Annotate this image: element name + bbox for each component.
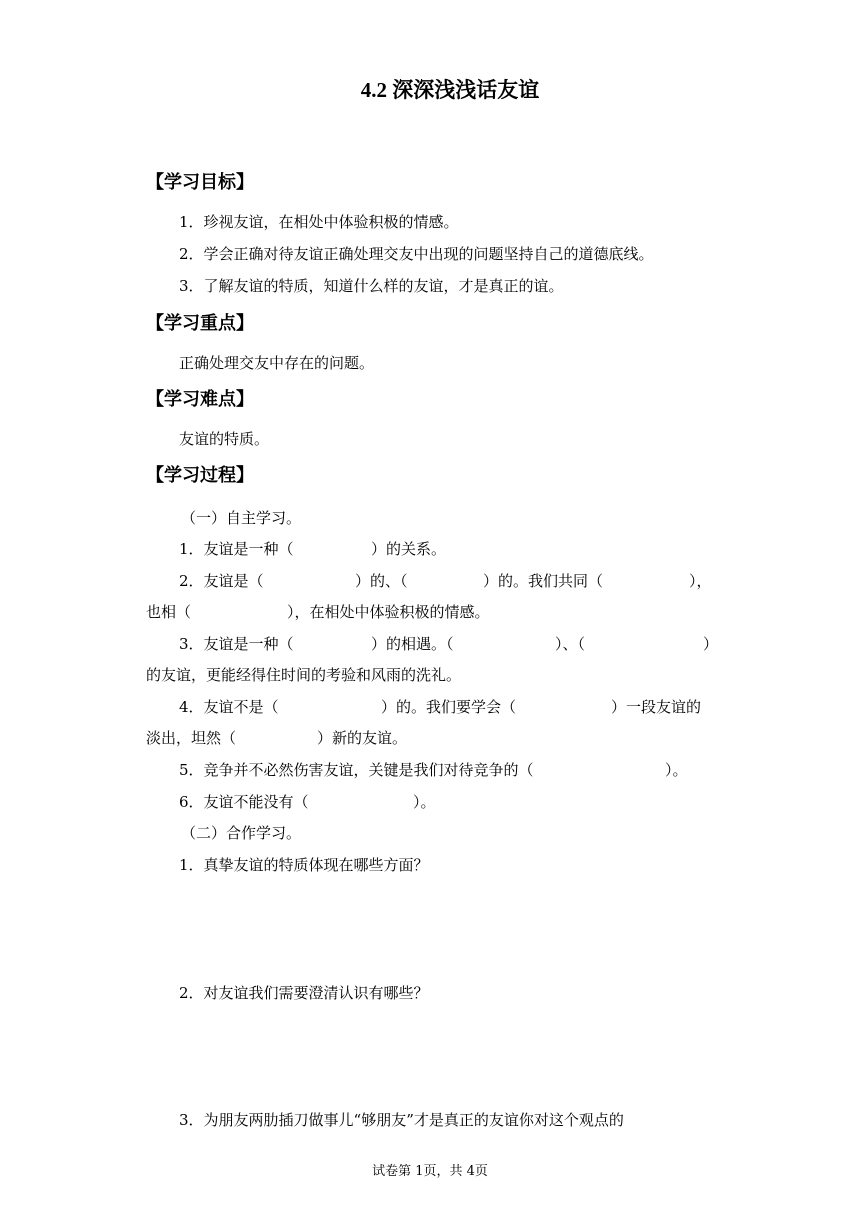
self-study-q3-part: ）、（ — [555, 635, 586, 653]
coop-study-heading: （二）合作学习。 — [181, 824, 302, 842]
self-study-q4-part: ）新的友谊。 — [317, 729, 408, 747]
key-point-text: 正确处理交友中存在的问题。 — [179, 354, 375, 372]
self-study-q4-part: 淡出，坦然（ — [146, 729, 237, 747]
self-study-q5-part: ）。 — [665, 761, 688, 779]
coop-question: 1．真挚友谊的特质体现在哪些方面？ — [179, 856, 429, 874]
self-study-q3-part: 3．友谊是一种（ — [179, 635, 294, 653]
self-study-q3-part: ）的相遇。（ — [371, 635, 454, 653]
self-study-q2-part: ）的、（ — [355, 572, 408, 590]
self-study-q6-part: 6．友谊不能没有（ — [179, 793, 309, 811]
self-study-q4-part: ）的。我们要学会（ — [381, 698, 517, 716]
self-study-q3-part: 的友谊，更能经得住时间的考验和风雨的洗礼。 — [146, 666, 462, 684]
section-heading-key: 【学习重点】 — [146, 313, 254, 334]
section-heading-difficulty: 【学习难点】 — [146, 389, 254, 410]
self-study-q2-part: ）的。我们共同（ — [483, 572, 604, 590]
self-study-q4-part: 4．友谊不是（ — [179, 698, 279, 716]
self-study-q2-part: 也相（ — [146, 603, 192, 621]
self-study-heading: （一）自主学习。 — [181, 509, 302, 527]
coop-question: 2．对友谊我们需要澄清认识有哪些？ — [179, 984, 429, 1002]
self-study-q1-part: ）的关系。 — [371, 540, 447, 558]
self-study-q2-part: ）， — [689, 572, 712, 590]
self-study-q1-part: 1．友谊是一种（ — [179, 540, 294, 558]
goal-item: 3．了解友谊的特质，知道什么样的友谊，才是真正的谊。 — [179, 277, 564, 295]
self-study-q2-part: ），在相处中体验积极的情感。 — [287, 603, 490, 621]
coop-question: 3．为朋友两肋插刀做事儿“够朋友”才是真正的友谊你对这个观点的 — [179, 1111, 624, 1129]
self-study-q4-part: ）一段友谊的 — [611, 698, 702, 716]
self-study-q2-part: 2．友谊是（ — [179, 572, 264, 590]
goal-item: 1．珍视友谊，在相处中体验积极的情感。 — [179, 213, 459, 231]
page-footer: 试卷第 1页，共 4页 — [372, 1164, 488, 1179]
goal-item: 2．学会正确对待友谊正确处理交友中出现的问题坚持自己的道德底线。 — [179, 245, 654, 263]
self-study-q5-part: 5．竞争并不必然伤害友谊，关键是我们对待竞争的（ — [179, 761, 534, 779]
page-title: 4.2 深深浅浅话友谊 — [360, 78, 540, 102]
section-heading-goals: 【学习目标】 — [146, 172, 254, 193]
difficulty-point-text: 友谊的特质。 — [179, 430, 270, 448]
self-study-q3-part: ） — [703, 635, 719, 653]
section-heading-process: 【学习过程】 — [146, 465, 254, 486]
self-study-q6-part: ）。 — [413, 793, 436, 811]
